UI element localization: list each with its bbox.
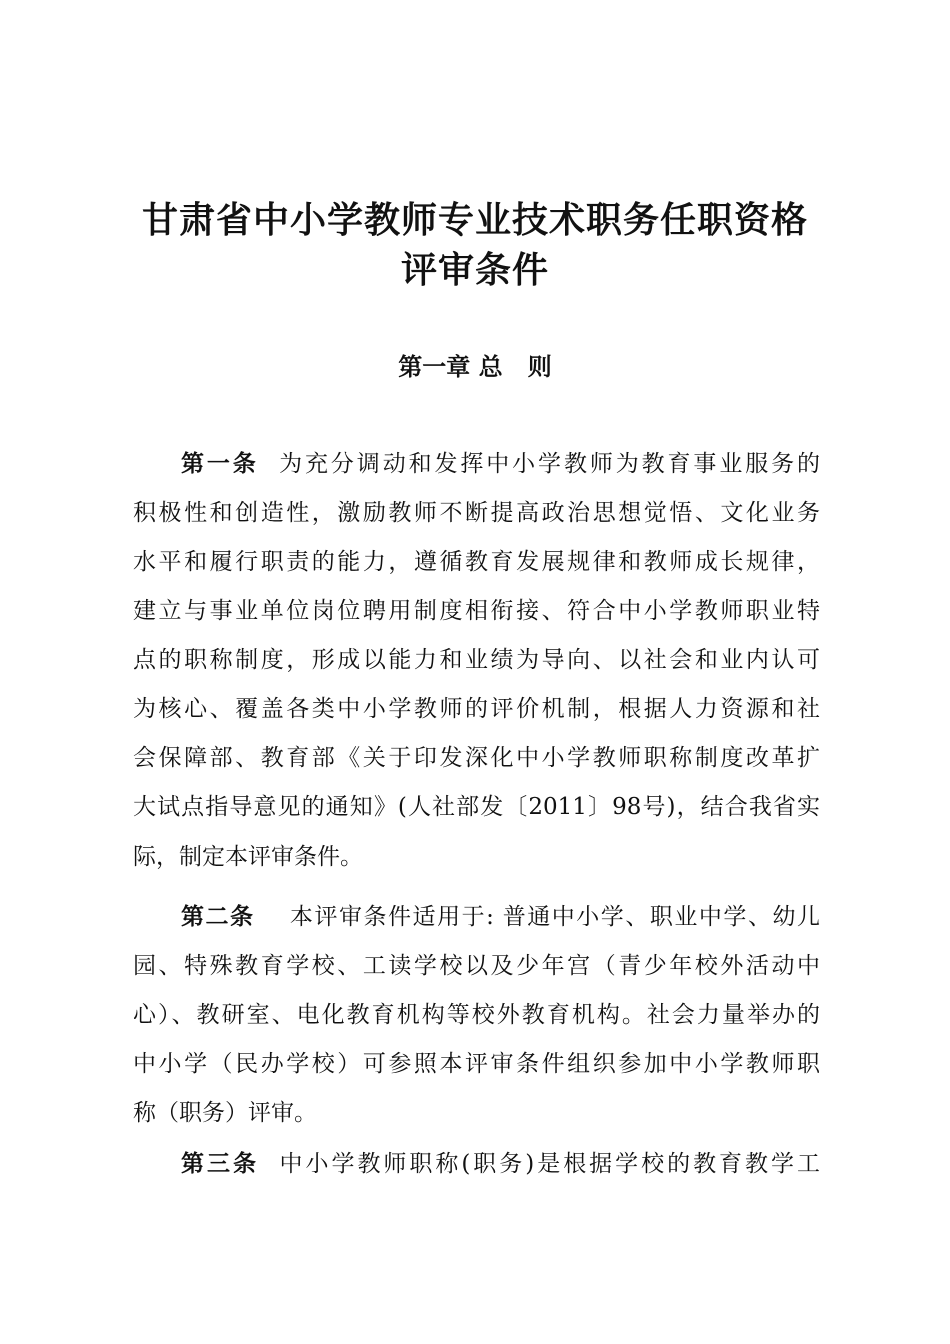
article-2-label: 第二条 — [181, 904, 255, 930]
article-2-line-2: 园、特殊教育学校、工读学校以及少年宫（青少年校外活动中 — [133, 953, 820, 979]
article-2-text: 本评审条件适用于: 普通中小学、职业中学、幼儿 — [289, 904, 820, 930]
document-title-line-2: 评审条件 — [400, 250, 549, 291]
article-3-text: 中小学教师职称(职务)是根据学校的教育教学工 — [279, 1151, 820, 1177]
article-1-line-5: 点的职称制度，形成以能力和业绩为导向、以社会和业内认可 — [133, 647, 820, 673]
article-1-line-6: 为核心、覆盖各类中小学教师的评价机制，根据人力资源和社 — [133, 696, 820, 722]
article-1-line-1 — [181, 440, 820, 489]
article-3-line-1 — [181, 1140, 820, 1189]
chapter-heading: 第一章 总 则 — [398, 353, 552, 381]
document-title-line-1: 甘肃省中小学教师专业技术职务任职资格 — [141, 200, 808, 241]
article-1-line-2: 积极性和创造性，激励教师不断提高政治思想觉悟、文化业务 — [133, 500, 820, 526]
article-2-line-5: 称（职务）评审。 — [133, 1100, 317, 1126]
article-1-line-4: 建立与事业单位岗位聘用制度相衔接、符合中小学教师职业特 — [133, 598, 820, 624]
article-2-line-3: 心）、教研室、电化教育机构等校外教育机构。社会力量举办的 — [133, 1002, 820, 1028]
article-1-line-8: 大试点指导意见的通知》(人社部发〔2011〕98号)，结合我省实 — [133, 794, 820, 820]
article-2-line-1 — [181, 893, 820, 942]
article-1-line-7: 会保障部、教育部《关于印发深化中小学教师职称制度改革扩 — [133, 745, 820, 771]
article-3-label: 第三条 — [181, 1151, 259, 1177]
article-1-line-9: 际，制定本评审条件。 — [133, 844, 363, 870]
article-1-line-3: 水平和履行职责的能力，遵循教育发展规律和教师成长规律， — [133, 549, 820, 575]
article-1-text: 为充分调动和发挥中小学教师为教育事业服务的 — [279, 451, 821, 477]
article-1-label: 第一条 — [181, 451, 259, 477]
article-2-line-4: 中小学（民办学校）可参照本评审条件组织参加中小学教师职 — [133, 1051, 820, 1077]
